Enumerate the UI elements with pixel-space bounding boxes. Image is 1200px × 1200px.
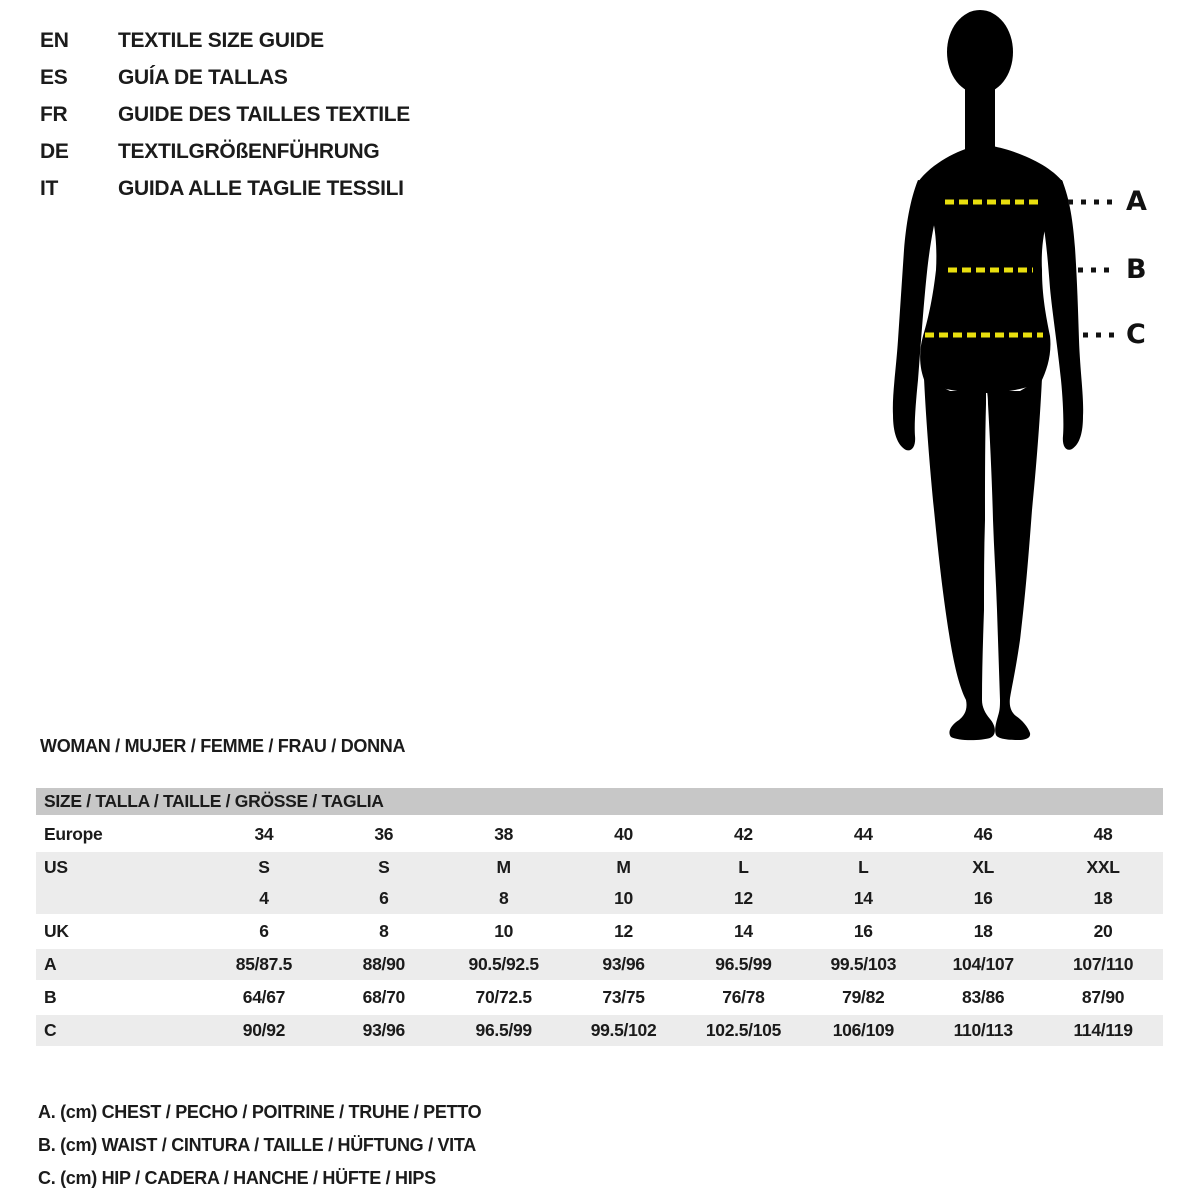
table-cell: 12 [734,888,753,908]
table-cell: M [616,857,631,877]
table-cell: 104/107 [952,954,1014,974]
table-cell: S [378,857,390,877]
language-list [40,22,410,207]
language-label: GUÍA DE TALLAS [118,65,288,89]
table-cell: 14 [734,921,753,941]
row-label: UK [44,921,69,941]
table-cell: XXL [1086,857,1120,877]
language-row-es [40,59,410,96]
table-cell: 34 [254,824,274,844]
table-cell: 44 [853,824,873,844]
table-cell: 93/96 [602,954,645,974]
row-label: C [44,1020,57,1040]
table-cell: 87/90 [1081,987,1125,1007]
table-cell: 6 [379,888,389,908]
table-cell: 46 [973,824,993,844]
row-label: Europe [44,824,103,844]
table-cell: 70/72.5 [475,987,532,1007]
woman-figure [880,0,1200,750]
row-label: A [44,954,57,974]
marker-label-a: A [1126,186,1147,217]
table-cell: 93/96 [362,1020,405,1040]
table-cell: 102.5/105 [705,1020,782,1040]
language-label: GUIDA ALLE TAGLIE TESSILI [118,176,404,200]
table-cell: 73/75 [602,987,645,1007]
table-cell: 107/110 [1072,954,1134,974]
language-row-fr [40,96,410,133]
table-cell: 4 [259,888,269,908]
language-code: IT [40,176,59,200]
language-label: TEXTILE SIZE GUIDE [118,28,324,52]
table-row-c [36,1015,1163,1046]
table-cell: S [258,857,270,877]
table-cell: 10 [614,888,633,908]
table-cell: 36 [374,824,394,844]
table-cell: 106/109 [832,1020,894,1040]
table-cell: 14 [853,888,873,908]
language-label: TEXTILGRÖßENFÜHRUNG [118,139,380,163]
table-cell: 42 [734,824,753,844]
language-label: GUIDE DES TAILLES TEXTILE [118,102,410,126]
table-row-b [36,982,1163,1013]
marker-label-c: C [1126,319,1146,350]
language-row-en [40,22,410,59]
table-cell: 99.5/103 [830,954,897,974]
table-cell: 99.5/102 [590,1020,657,1040]
table-row-europe [36,819,1163,850]
table-cell: 85/87.5 [235,954,293,974]
language-code: DE [40,139,69,163]
table-cell: 90/92 [242,1020,286,1040]
language-row-de [40,133,410,170]
table-cell: 64/67 [242,987,286,1007]
row-label: US [44,857,68,877]
table-cell: 16 [853,921,873,941]
table-cell: M [496,857,511,877]
table-cell: 110/113 [953,1020,1013,1040]
table-cell: 88/90 [362,954,405,974]
table-row-uk [36,916,1163,947]
table-cell: 68/70 [362,987,405,1007]
size-table-rows [36,819,1163,1046]
table-cell: 12 [614,921,633,941]
section-title: WOMAN / MUJER / FEMME / FRAU / DONNA [40,736,406,756]
table-cell: XL [972,857,995,877]
table-cell: 40 [614,824,633,844]
measurement-legend [38,1096,481,1195]
table-cell: 38 [494,824,514,844]
table-cell: 48 [1093,824,1113,844]
language-code: EN [40,28,69,52]
table-cell: 20 [1093,921,1113,941]
woman-silhouette [880,0,1200,750]
table-cell: 18 [1093,888,1113,908]
language-code: FR [40,102,68,126]
table-cell: 96.5/99 [475,1020,532,1040]
legend-chest: A. (cm) CHEST / PECHO / POITRINE / TRUHE / PETTO [38,1102,482,1122]
legend-waist: B. (cm) WAIST / CINTURA / TAILLE / HÜFTUNG / VITA [38,1135,476,1155]
table-cell: L [738,857,749,877]
table-cell: 96.5/99 [715,954,772,974]
table-cell: L [858,857,869,877]
legend-hip: C. (cm) HIP / CADERA / HANCHE / HÜFTE / HIPS [38,1168,436,1188]
table-cell: 16 [973,888,993,908]
marker-label-b: B [1126,254,1147,285]
language-row-it [40,170,410,207]
table-cell: 8 [379,921,389,941]
table-row-us [36,852,1163,883]
row-label: B [44,987,57,1007]
size-table-header: SIZE / TALLA / TAILLE / GRÖSSE / TAGLIA [36,788,1163,815]
language-code: ES [40,65,68,89]
table-cell: 83/86 [962,987,1005,1007]
table-cell: 6 [259,921,269,941]
table-cell: 114/119 [1073,1020,1133,1040]
table-cell: 76/78 [722,987,765,1007]
table-cell: 8 [498,888,509,908]
table-cell: 10 [494,921,514,941]
table-row-continuation [36,883,1163,914]
size-table [36,788,1163,1048]
table-cell: 79/82 [842,987,885,1007]
table-cell: 18 [973,921,993,941]
table-cell: 90.5/92.5 [468,954,539,974]
table-row-a [36,949,1163,980]
